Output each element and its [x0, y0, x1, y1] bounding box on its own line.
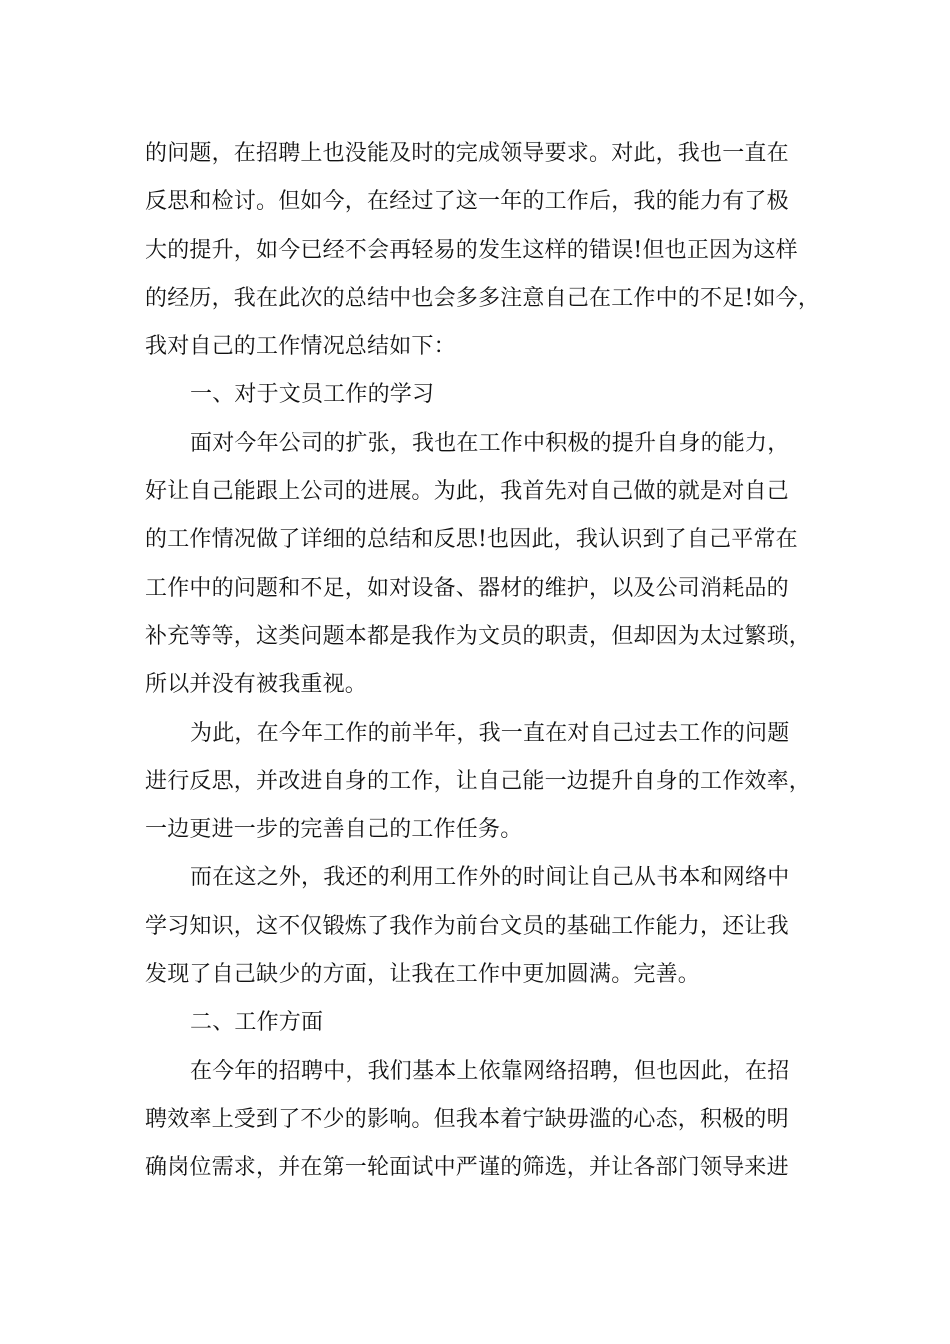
text-line: 的经历，我在此次的总结中也会多多注意自己在工作中的不足!如今，	[145, 285, 821, 311]
text-line: 补充等等，这类问题本都是我作为文员的职责，但却因为太过繁琐，	[145, 623, 812, 649]
text-line: 我对自己的工作情况总结如下：	[145, 334, 456, 360]
text-line: 确岗位需求，并在第一轮面试中严谨的筛选，并让各部门领导来进	[145, 1155, 789, 1181]
text-line: 好让自己能跟上公司的进展。为此，我首先对自己做的就是对自己	[145, 479, 789, 505]
text-line: 一、对于文员工作的学习	[190, 382, 435, 408]
text-line: 为此，在今年工作的前半年，我一直在对自己过去工作的问题	[190, 720, 790, 746]
text-line: 反思和检讨。但如今，在经过了这一年的工作后，我的能力有了极	[145, 189, 789, 215]
text-line: 聘效率上受到了不少的影响。但我本着宁缺毋滥的心态，积极的明	[145, 1106, 789, 1132]
text-line: 大的提升，如今已经不会再轻易的发生这样的错误!但也正因为这样	[145, 237, 798, 263]
text-line: 面对今年公司的扩张，我也在工作中积极的提升自身的能力，	[190, 430, 790, 456]
text-line: 而在这之外，我还的利用工作外的时间让自己从书本和网络中	[190, 865, 790, 891]
document-body	[145, 130, 825, 1193]
text-line: 一边更进一步的完善自己的工作任务。	[145, 817, 523, 843]
text-line: 发现了自己缺少的方面，让我在工作中更加圆满。完善。	[145, 962, 701, 988]
text-line: 所以并没有被我重视。	[145, 672, 368, 698]
text-line: 进行反思，并改进自身的工作，让自己能一边提升自身的工作效率，	[145, 768, 812, 794]
text-line: 二、工作方面	[190, 1010, 324, 1036]
text-line: 学习知识，这不仅锻炼了我作为前台文员的基础工作能力，还让我	[145, 913, 789, 939]
text-line: 工作中的问题和不足，如对设备、器材的维护，以及公司消耗品的	[145, 575, 789, 601]
text-line: 的问题，在招聘上也没能及时的完成领导要求。对此，我也一直在	[145, 141, 789, 166]
text-line: 在今年的招聘中，我们基本上依靠网络招聘，但也因此，在招	[190, 1058, 790, 1084]
text-line: 的工作情况做了详细的总结和反思!也因此，我认识到了自己平常在	[145, 527, 798, 553]
